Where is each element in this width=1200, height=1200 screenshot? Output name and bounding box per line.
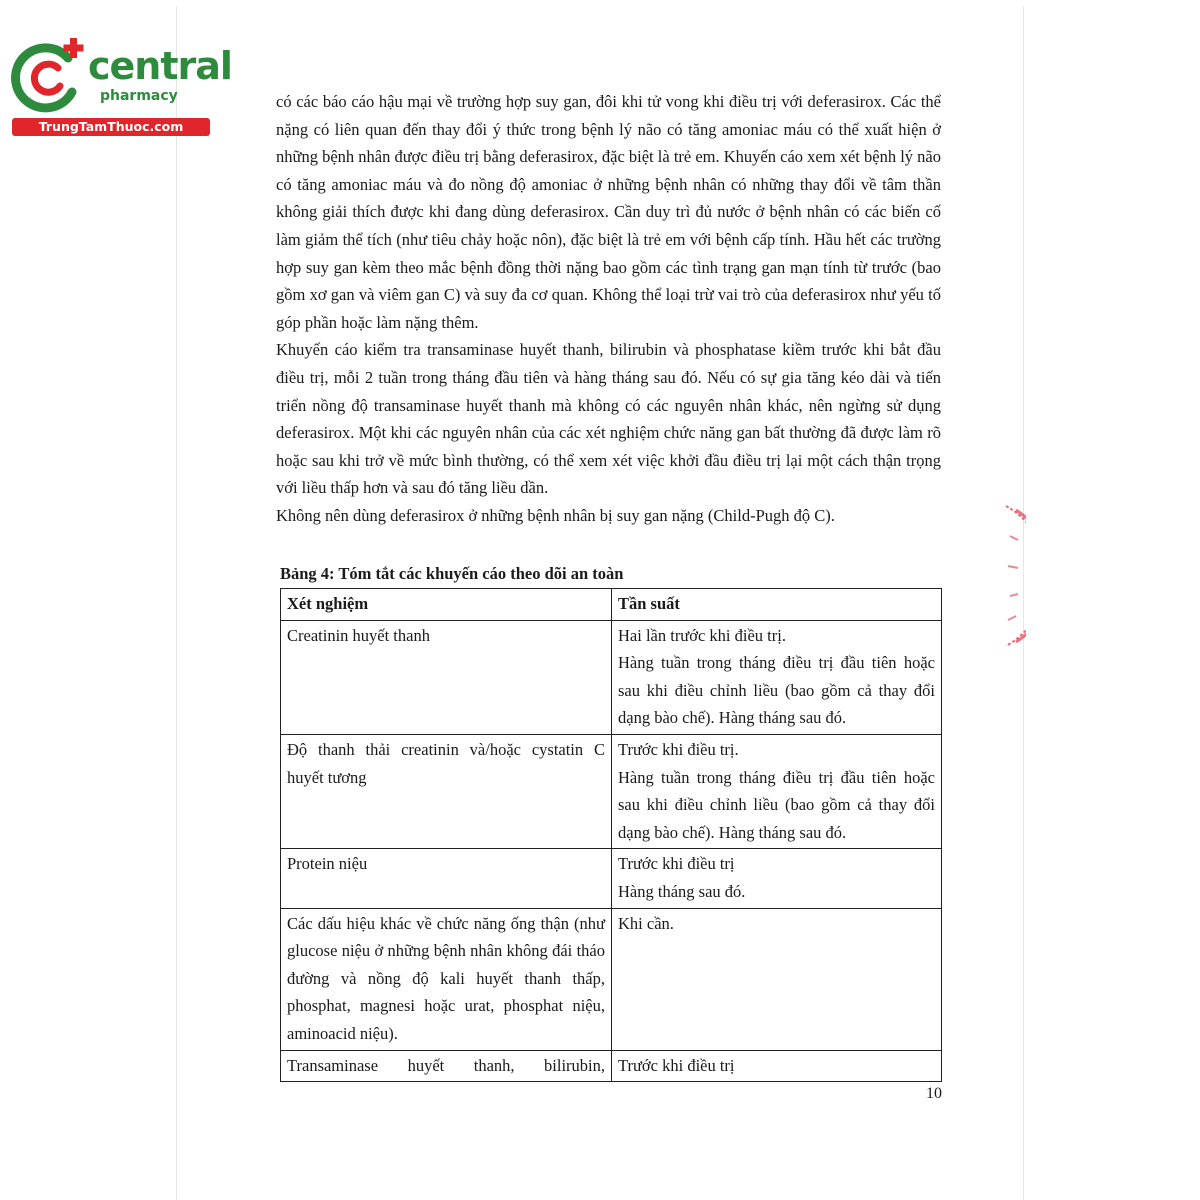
- frequency-line: Hàng tháng sau đó.: [618, 881, 746, 901]
- table-row: [281, 908, 942, 1050]
- pharmacy-cross-logo-icon: [10, 38, 92, 116]
- frequency-cell: [612, 734, 942, 848]
- body-text: [276, 88, 941, 530]
- table-header-row: [281, 589, 942, 621]
- logo-url-banner: TrungTamThuoc.com: [12, 118, 210, 136]
- table-row: [281, 849, 942, 908]
- frequency-cell: [612, 620, 942, 734]
- frequency-cell: [612, 849, 942, 908]
- table-title: Bảng 4: Tóm tắt các khuyến cáo theo dõi an toàn: [280, 564, 624, 583]
- frequency-cell: [612, 1050, 942, 1082]
- header-frequency: Tần suất: [612, 589, 942, 621]
- frequency-line: Khi cần.: [618, 913, 674, 933]
- test-cell: Độ thanh thải creatinin và/hoặc cystatin C huyết tương: [281, 734, 612, 848]
- paragraph-liver-failure: có các báo cáo hậu mại về trường hợp suy gan, đôi khi tử vong khi điều trị với deferasirox. Các thể nặng có liên quan đến thay đổi ý thức trong bệnh lý não có tăng amoniac máu có thể xuất hiện ở những bệnh nhân được điều trị bằng deferasirox, đặc biệt là trẻ em. Khuyến cáo xem xét bệnh lý não có tăng amoniac máu và đo nồng độ amoniac ở những bệnh nhân có những thay đổi về tâm thần không giải thích được khi đang dùng deferasirox. Cần duy trì đủ nước ở bệnh nhân có các biến cố làm giảm thể tích (như tiêu chảy hoặc nôn), đặc biệt là trẻ em với bệnh cấp tính. Hầu hết các trường hợp suy gan kèm theo mắc bệnh đồng thời nặng bao gồm các tình trạng gan mạn tính từ trước (bao gồm xơ gan và viêm gan C) và suy đa cơ quan. Không thể loại trừ vai trò của deferasirox như yếu tố góp phần hoặc làm nặng thêm.: [276, 92, 941, 332]
- table-row: [281, 1050, 942, 1082]
- red-seal-stamp: [996, 496, 1026, 656]
- frequency-line: Hai lần trước khi điều trị.: [618, 625, 786, 645]
- test-cell: Các dấu hiệu khác về chức năng ống thận (như glucose niệu ở những bệnh nhân không đái tháo đường và nồng độ kali huyết thanh thấp, phosphat, magnesi hoặc urat, phosphat niệu, aminoacid niệu).: [281, 908, 612, 1050]
- logo-subtitle: pharmacy: [100, 88, 178, 104]
- paragraph-transaminase-monitoring: Khuyến cáo kiểm tra transaminase huyết thanh, bilirubin và phosphatase kiềm trước khi bắt đầu điều trị, mỗi 2 tuần trong tháng đầu tiên và hàng tháng sau đó. Nếu có sự gia tăng kéo dài và tiến triển nồng độ transaminase huyết thanh mà không có các nguyên nhân khác, nên ngừng sử dụng deferasirox. Một khi các nguyên nhân của các xét nghiệm chức năng gan bất thường đã được làm rõ hoặc sau khi trở về mức bình thường, có thể xem xét việc khởi đầu điều trị lại một cách thận trọng với liều thấp hơn và sau đó tăng liều dần.: [276, 340, 941, 498]
- logo-brand-name: central: [88, 44, 232, 88]
- paragraph-severe-hepatic-impairment: Không nên dùng deferasirox ở những bệnh nhân bị suy gan nặng (Child-Pugh độ C).: [276, 505, 835, 525]
- table-row: [281, 620, 942, 734]
- header-test: Xét nghiệm: [281, 589, 612, 621]
- table-row: [281, 734, 942, 848]
- central-pharmacy-logo: [10, 38, 232, 138]
- frequency-cell: [612, 908, 942, 1050]
- frequency-line: Trước khi điều trị: [618, 854, 735, 874]
- frequency-line: Hàng tuần trong tháng điều trị đầu tiên hoặc sau khi điều chỉnh liều (bao gồm cả thay đổi dạng bào chế). Hàng tháng sau đó.: [618, 767, 935, 842]
- test-cell: Protein niệu: [281, 849, 612, 908]
- test-cell: Transaminase huyết thanh, bilirubin,: [281, 1050, 612, 1082]
- test-cell: Creatinin huyết thanh: [281, 620, 612, 734]
- frequency-line: Trước khi điều trị.: [618, 739, 739, 759]
- frequency-line: Hàng tuần trong tháng điều trị đầu tiên hoặc sau khi điều chỉnh liều (bao gồm cả thay đổi dạng bào chế). Hàng tháng sau đó.: [618, 653, 935, 728]
- page-number: 10: [926, 1085, 942, 1102]
- safety-monitoring-table: [280, 588, 942, 1082]
- frequency-line: Trước khi điều trị: [618, 1055, 735, 1075]
